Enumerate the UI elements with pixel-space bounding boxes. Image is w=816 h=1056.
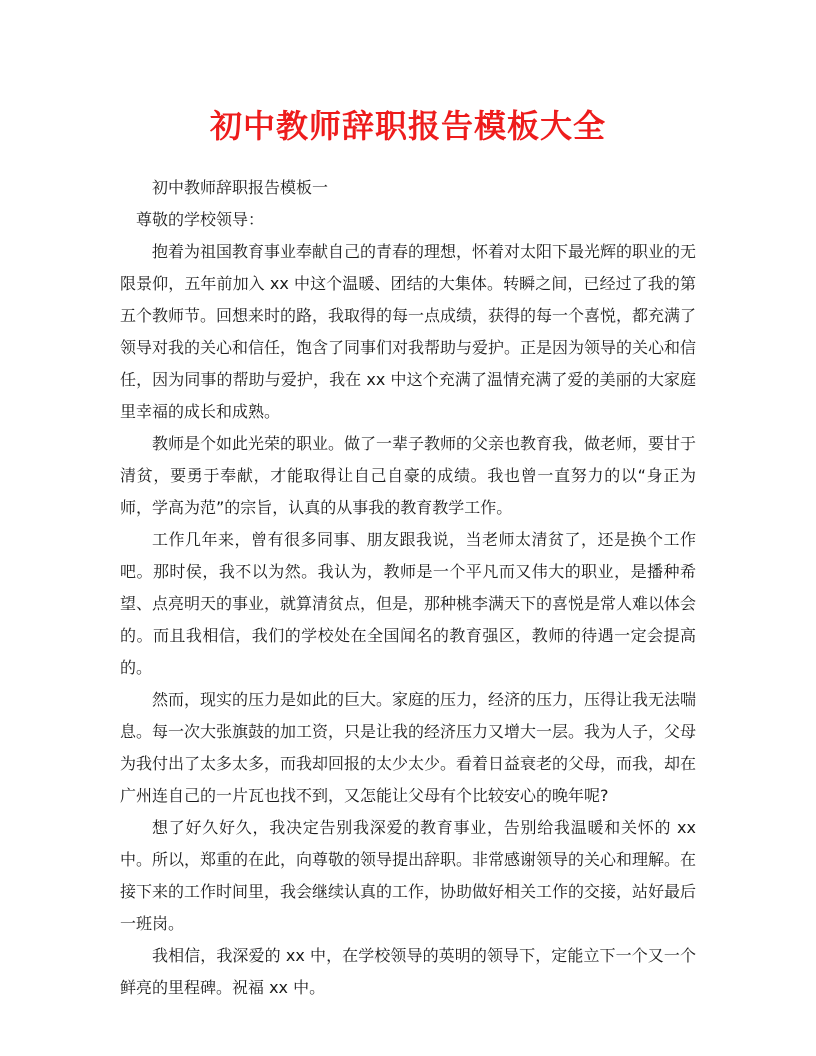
paragraph-1: 抱着为祖国教育事业奉献自己的青春的理想，怀着对太阳下最光辉的职业的无限景仰，五年前加入 xx 中这个温暖、团结的大集体。转瞬之间，已经过了我的第五个教师节。回想来时的路，我取得的每一点成绩，获得的每一个喜悦，都充满了领导对我的关心和信任，饱含了同事们对我帮助与爱护。正是因为领导的关心和信任，因为同事的帮助与爱护，我在 xx 中这个充满了温情充满了爱的美丽的大家庭里幸福的成长和成熟。 (120, 242, 697, 421)
section-subtitle: 初中教师辞职报告模板一 (152, 178, 329, 197)
paragraph-4: 然而，现实的压力是如此的巨大。家庭的压力，经济的压力，压得让我无法喘息。每一次大张旗鼓的加工资，只是让我的经济压力又增大一层。我为人子，父母为我付出了太多太多，而我却回报的太少太少。看着日益衰老的父母，而我，却在广州连自己的一片瓦也找不到，又怎能让父母有个比较安心的晚年呢? (120, 690, 697, 805)
document-title: 初中教师辞职报告模板大全 (209, 107, 606, 145)
document-body (120, 172, 696, 1004)
paragraph-3: 工作几年来，曾有很多同事、朋友跟我说，当老师太清贫了，还是换个工作吧。那时侯，我不以为然。我认为，教师是一个平凡而又伟大的职业，是播种希望、点亮明天的事业，就算清贫点，但是，那种桃李满天下的喜悦是常人难以体会的。而且我相信，我们的学校处在全国闻名的教育强区，教师的待遇一定会提高的。 (120, 530, 697, 677)
paragraph-5: 想了好久好久，我决定告别我深爱的教育事业，告别给我温暖和关怀的 xx 中。所以，郑重的在此，向尊敬的领导提出辞职。非常感谢领导的关心和理解。在接下来的工作时间里，我会继续认真的工作，协助做好相关工作的交接，站好最后一班岗。 (120, 818, 697, 933)
paragraph-2: 教师是个如此光荣的职业。做了一辈子教师的父亲也教育我，做老师，要甘于清贫，要勇于奉献，才能取得让自己自豪的成绩。我也曾一直努力的以“身正为师，学高为范”的宗旨，认真的从事我的教育教学工作。 (120, 434, 697, 517)
salutation: 尊敬的学校领导： (136, 210, 265, 229)
paragraph-6: 我相信，我深爱的 xx 中，在学校领导的英明的领导下，定能立下一个又一个鲜亮的里程碑。祝福 xx 中。 (120, 946, 696, 997)
